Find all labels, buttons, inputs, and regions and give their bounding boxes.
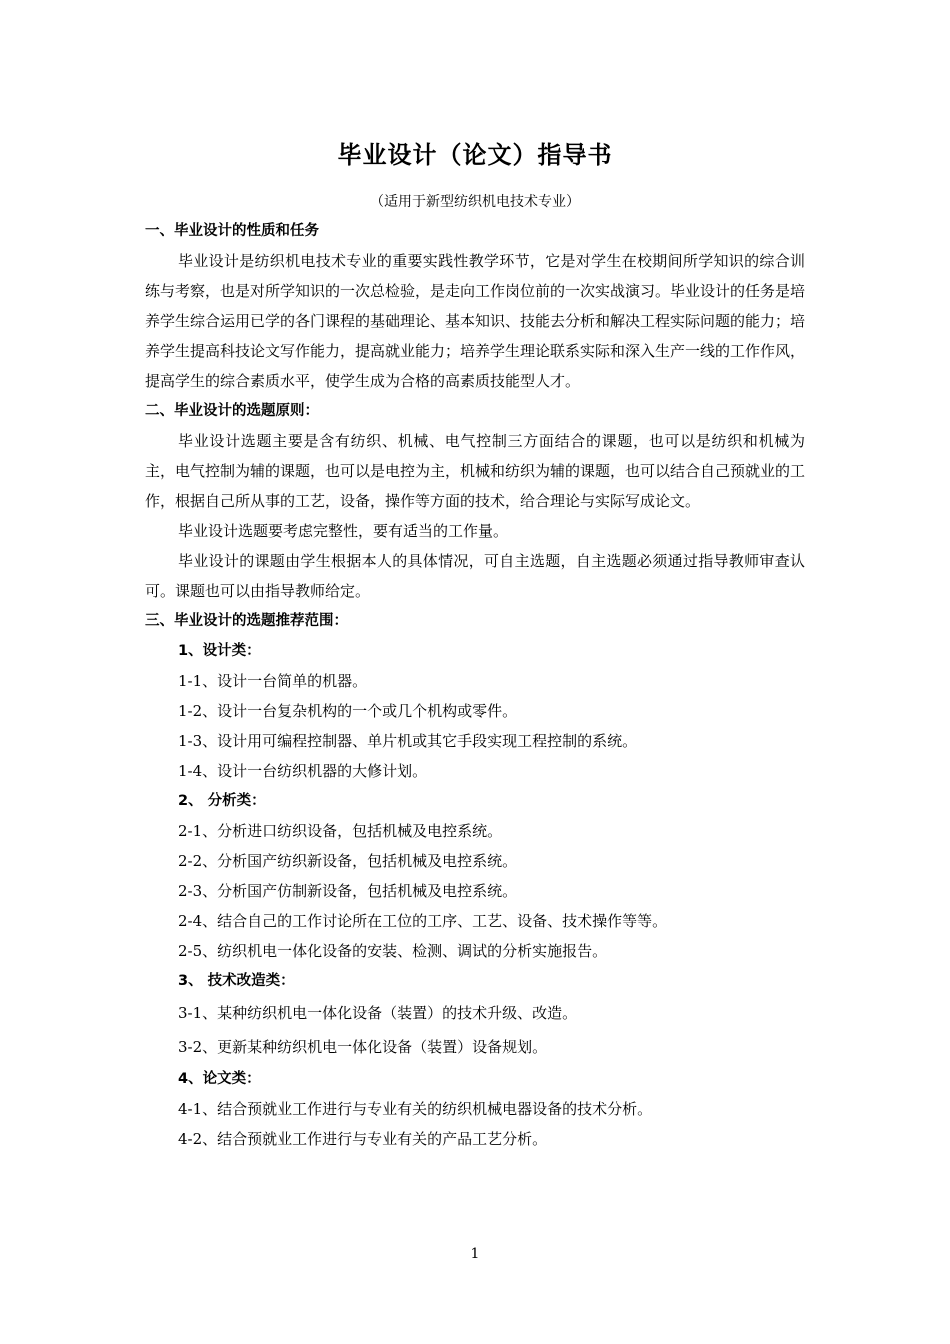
section-paragraph: 毕业设计是纺织机电技术专业的重要实践性教学环节，它是对学生在校期间所学知识的综合训练与考察，也是对所学知识的一次总检验，是走向工作岗位前的一次实战演习。毕业设计的任务是培养学生综合运用已学的各门课程的基础理论、基本知识、技能去分析和解决工程实际问题的能力；培养学生提高科技论文写作能力，提高就业能力；培养学生理论联系实际和深入生产一线的工作作风，提高学生的综合素质水平，使学生成为合格的高素质技能型人才。 <box>145 252 806 390</box>
document-subtitle: （适用于新型纺织机电技术专业） <box>370 194 580 210</box>
section-heading-nature-tasks: 一、毕业设计的性质和任务 <box>145 223 319 239</box>
list-item: 3-1、某种纺织机电一体化设备（装置）的技术升级、改造。 <box>178 1004 578 1022</box>
section-heading-topic-principles: 二、毕业设计的选题原则： <box>145 403 319 419</box>
category-heading-technical-transformation: 3、 技术改造类： <box>178 973 295 989</box>
list-item: 2-2、分析国产纺织新设备，包括机械及电控系统。 <box>178 852 518 870</box>
document-body <box>145 216 805 1154</box>
list-item: 2-4、结合自己的工作讨论所在工位的工序、工艺、设备、技术操作等等。 <box>178 912 668 930</box>
document-title: 毕业设计（论文）指导书 <box>337 141 613 169</box>
section-paragraph: 毕业设计选题要考虑完整性，要有适当的工作量。 <box>178 522 509 540</box>
section-heading-recommended-topics: 三、毕业设计的选题推荐范围： <box>145 613 348 629</box>
list-item: 4-1、结合预就业工作进行与专业有关的纺织机械电器设备的技术分析。 <box>178 1100 653 1118</box>
list-item: 4-2、结合预就业工作进行与专业有关的产品工艺分析。 <box>178 1130 548 1148</box>
list-item: 1-2、设计一台复杂机构的一个或几个机构或零件。 <box>178 702 518 720</box>
category-heading-analysis: 2、 分析类： <box>178 793 266 809</box>
list-item: 3-2、更新某种纺织机电一体化设备（装置）设备规划。 <box>178 1038 548 1056</box>
list-item: 1-3、设计用可编程控制器、单片机或其它手段实现工程控制的系统。 <box>178 732 638 750</box>
category-heading-thesis: 4、论文类： <box>178 1071 261 1087</box>
section-paragraph: 毕业设计选题主要是含有纺织、机械、电气控制三方面结合的课题，也可以是纺织和机械为主，电气控制为辅的课题，也可以是电控为主，机械和纺织为辅的课题，也可以结合自己预就业的工作，根据自己所从事的工艺，设备，操作等方面的技术，给合理论与实际写成论文。 <box>145 432 806 510</box>
list-item: 1-1、设计一台简单的机器。 <box>178 672 368 690</box>
category-heading-design: 1、设计类： <box>178 643 261 659</box>
section-paragraph: 毕业设计的课题由学生根据本人的具体情况，可自主选题，自主选题必须通过指导教师审查认可。课题也可以由指导教师给定。 <box>145 552 805 600</box>
list-item: 2-3、分析国产仿制新设备，包括机械及电控系统。 <box>178 882 518 900</box>
list-item: 2-5、纺织机电一体化设备的安装、检测、调试的分析实施报告。 <box>178 942 608 960</box>
list-item: 2-1、分析进口纺织设备，包括机械及电控系统。 <box>178 822 503 840</box>
page-number: 1 <box>470 1246 480 1262</box>
list-item: 1-4、设计一台纺织机器的大修计划。 <box>178 762 428 780</box>
